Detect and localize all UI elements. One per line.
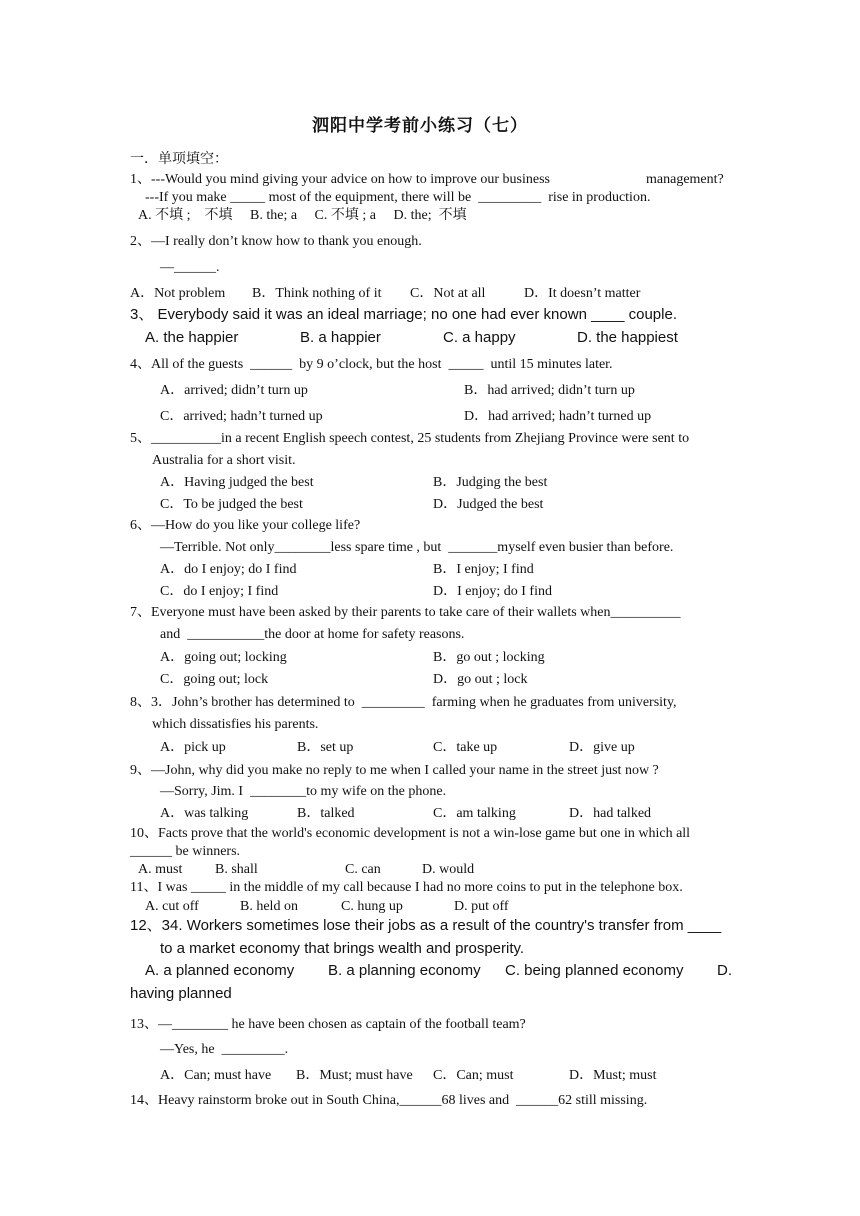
- q4-option-d: D．had arrived; hadn’t turned up: [464, 409, 652, 424]
- q2-line1: 2、—I really don’t know how to thank you enough.: [130, 234, 422, 249]
- q13-option-b: B．Must; must have: [296, 1068, 413, 1083]
- q10-line1: 10、Facts prove that the world's economic development is not a win-lose game but one in which all: [130, 826, 691, 841]
- q5-option-a: A．Having judged the best: [160, 475, 314, 490]
- q9-option-d: D．had talked: [569, 806, 652, 821]
- q13-option-d: D．Must; must: [569, 1068, 657, 1083]
- q3-option-a: A. the happier: [145, 329, 239, 346]
- q13-option-a: A．Can; must have: [160, 1068, 272, 1083]
- q9-option-b: B．talked: [297, 806, 355, 821]
- q1-line1-end: management?: [646, 172, 724, 187]
- q12-line4: having planned: [130, 985, 232, 1002]
- q9-option-a: A．was talking: [160, 806, 249, 821]
- q9-line1: 9、—John, why did you make no reply to me when I called your name in the street just now ?: [130, 763, 659, 778]
- q12-option-b: B. a planning economy: [328, 962, 481, 979]
- q2-option-c: C．Not at all: [410, 286, 486, 301]
- q11-option-a: A. cut off: [145, 899, 199, 914]
- q5-line2: Australia for a short visit.: [152, 453, 296, 468]
- q4-line1: 4、All of the guests ______ by 9 o’clock, but the host _____ until 15 minutes later.: [130, 357, 613, 372]
- q7-option-d: D．go out ; lock: [433, 672, 528, 687]
- q12-option-a: A. a planned economy: [145, 962, 295, 979]
- q7-option-c: C．going out; lock: [160, 672, 269, 687]
- q3-line1: 3、 Everybody said it was an ideal marriage; no one had ever known ____ couple.: [130, 306, 677, 323]
- q13-line1: 13、—________ he have been chosen as captain of the football team?: [130, 1017, 526, 1032]
- q11-option-d: D. put off: [454, 899, 509, 914]
- q10-line2: ______ be winners.: [130, 844, 241, 859]
- q4-option-c: C．arrived; hadn’t turned up: [160, 409, 323, 424]
- q5-option-c: C．To be judged the best: [160, 497, 303, 512]
- q10-option-d: D. would: [422, 862, 475, 877]
- section-heading: 一．单项填空：: [130, 152, 228, 167]
- q2-option-a: A．Not problem: [130, 286, 226, 301]
- q6-option-d: D．I enjoy; do I find: [433, 584, 552, 599]
- q12-line2: to a market economy that brings wealth and prosperity.: [160, 940, 525, 957]
- q12-line1: 12、34. Workers sometimes lose their jobs as a result of the country's transfer from ____: [130, 917, 722, 934]
- q6-option-b: B．I enjoy; I find: [433, 562, 534, 577]
- q9-line2: —Sorry, Jim. I ________to my wife on the phone.: [160, 784, 447, 799]
- q13-option-c: C．Can; must: [433, 1068, 514, 1083]
- q11-option-c: C. hung up: [341, 899, 403, 914]
- q8-option-b: B．set up: [297, 740, 354, 755]
- q10-option-b: B. shall: [215, 862, 258, 877]
- q8-line1: 8、3．John’s brother has determined to _________ farming when he graduates from university,: [130, 695, 677, 710]
- q3-option-c: C. a happy: [443, 329, 516, 346]
- q2-option-d: D．It doesn’t matter: [524, 286, 641, 301]
- q5-option-b: B．Judging the best: [433, 475, 548, 490]
- q3-option-b: B. a happier: [300, 329, 381, 346]
- q8-option-a: A．pick up: [160, 740, 226, 755]
- q11-option-b: B. held on: [240, 899, 298, 914]
- q6-line2: —Terrible. Not only________less spare time , but _______myself even busier than before.: [160, 540, 674, 555]
- q12-option-c: C. being planned economy: [505, 962, 684, 979]
- q5-line1: 5、__________in a recent English speech contest, 25 students from Zhejiang Province were sent to: [130, 431, 690, 446]
- q8-option-c: C．take up: [433, 740, 498, 755]
- q11-line1: 11、I was _____ in the middle of my call because I had no more coins to put in the telephone box.: [130, 880, 683, 895]
- q10-option-a: A. must: [138, 862, 183, 877]
- q12-option-d: D.: [717, 962, 732, 979]
- q10-option-c: C. can: [345, 862, 381, 877]
- q7-option-b: B．go out ; locking: [433, 650, 545, 665]
- q1-line2: ---If you make _____ most of the equipment, there will be _________ rise in production.: [145, 190, 651, 205]
- page-title: 泗阳中学考前小练习（七）: [312, 116, 528, 136]
- q9-option-c: C．am talking: [433, 806, 516, 821]
- q6-option-a: A．do I enjoy; do I find: [160, 562, 297, 577]
- q8-option-d: D．give up: [569, 740, 635, 755]
- q13-line2: —Yes, he _________.: [160, 1042, 289, 1057]
- q5-option-d: D．Judged the best: [433, 497, 544, 512]
- q1-options: A. 不填 ; 不填 B. the; a C. 不填 ; a D. the; 不填: [138, 208, 467, 223]
- q8-line2: which dissatisfies his parents.: [152, 717, 319, 732]
- q6-line1: 6、—How do you like your college life?: [130, 518, 361, 533]
- q4-option-a: A．arrived; didn’t turn up: [160, 383, 308, 398]
- q2-option-b: B．Think nothing of it: [252, 286, 382, 301]
- q14-line1: 14、Heavy rainstorm broke out in South China,______68 lives and ______62 still missing.: [130, 1093, 648, 1108]
- q2-line2: —______.: [160, 260, 220, 275]
- q6-option-c: C．do I enjoy; I find: [160, 584, 279, 599]
- q7-option-a: A．going out; locking: [160, 650, 287, 665]
- q7-line2: and ___________the door at home for safety reasons.: [160, 627, 465, 642]
- q4-option-b: B．had arrived; didn’t turn up: [464, 383, 635, 398]
- q7-line1: 7、Everyone must have been asked by their parents to take care of their wallets when__________: [130, 605, 681, 620]
- q1-line1: 1、---Would you mind giving your advice on how to improve our business: [130, 172, 550, 187]
- q3-option-d: D. the happiest: [577, 329, 678, 346]
